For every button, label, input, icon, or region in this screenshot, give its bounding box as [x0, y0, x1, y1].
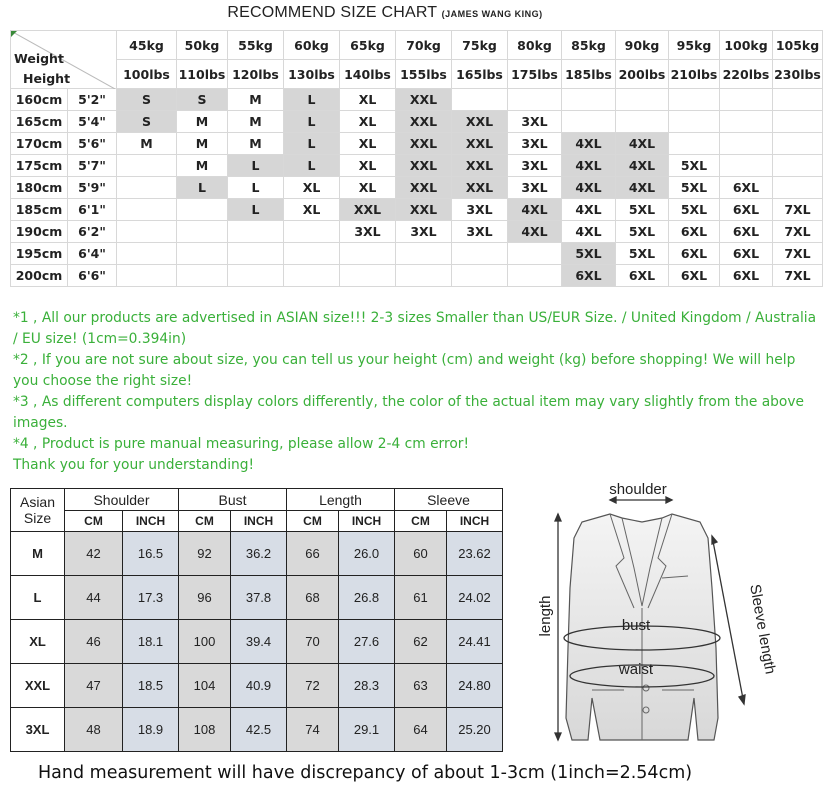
height-ft: 6'1" — [68, 199, 117, 221]
jacket-diagram — [512, 478, 780, 756]
measure-inch: 26.8 — [339, 576, 395, 620]
size-cell: 4XL — [616, 155, 669, 177]
size-cell: XXL — [396, 199, 452, 221]
size-cell: XXL — [452, 177, 508, 199]
measure-inch: 28.3 — [339, 664, 395, 708]
note-thanks: Thank you for your understanding! — [13, 457, 255, 473]
size-cell: XXL — [340, 199, 396, 221]
measure-inch: 23.62 — [447, 532, 503, 576]
weight-lbs-header: 220lbs — [720, 60, 773, 89]
weight-lbs-header: 185lbs — [562, 60, 616, 89]
size-cell: L — [228, 155, 284, 177]
measure-cm: 100 — [179, 620, 231, 664]
size-cell: M — [177, 111, 228, 133]
size-cell: 4XL — [562, 221, 616, 243]
size-row — [11, 155, 823, 177]
unit-inch: INCH — [339, 511, 395, 532]
size-cell: 6XL — [562, 265, 616, 287]
size-cell — [669, 89, 720, 111]
size-cell — [508, 243, 562, 265]
shoulder-header: Shoulder — [65, 489, 179, 511]
weight-kg-header: 70kg — [396, 31, 452, 60]
unit-inch: INCH — [123, 511, 179, 532]
size-cell — [720, 133, 773, 155]
weight-lbs-header: 120lbs — [228, 60, 284, 89]
asian-size: L — [11, 576, 65, 620]
size-cell: L — [177, 177, 228, 199]
measure-inch: 18.5 — [123, 664, 179, 708]
size-row — [11, 199, 823, 221]
size-cell — [396, 265, 452, 287]
asian-size: 3XL — [11, 708, 65, 752]
height-ft: 5'2" — [68, 89, 117, 111]
measure-inch: 26.0 — [339, 532, 395, 576]
measure-cm: 96 — [179, 576, 231, 620]
size-cell — [452, 243, 508, 265]
measure-inch: 24.02 — [447, 576, 503, 620]
size-cell: 3XL — [340, 221, 396, 243]
size-cell: XXL — [396, 89, 452, 111]
measure-cm: 48 — [65, 708, 123, 752]
size-cell: 7XL — [773, 221, 823, 243]
size-cell: XXL — [452, 111, 508, 133]
height-ft: 6'6" — [68, 265, 117, 287]
measure-cm: 44 — [65, 576, 123, 620]
size-cell: 3XL — [452, 199, 508, 221]
measure-cm: 72 — [287, 664, 339, 708]
size-cell: 3XL — [396, 221, 452, 243]
size-cell: XL — [284, 199, 340, 221]
size-cell: XXL — [452, 155, 508, 177]
size-cell: 3XL — [508, 111, 562, 133]
size-cell: L — [228, 177, 284, 199]
size-cell: XXL — [396, 177, 452, 199]
size-cell: M — [228, 133, 284, 155]
size-cell: 7XL — [773, 199, 823, 221]
measure-cm: 92 — [179, 532, 231, 576]
size-cell — [720, 155, 773, 177]
size-cell — [117, 243, 177, 265]
size-cell: 6XL — [616, 265, 669, 287]
measure-inch: 37.8 — [231, 576, 287, 620]
size-cell — [669, 133, 720, 155]
size-cell: XXL — [396, 111, 452, 133]
size-cell: 5XL — [616, 243, 669, 265]
size-cell: 5XL — [669, 177, 720, 199]
measurement-row — [11, 532, 503, 576]
title-main: RECOMMEND SIZE CHART — [227, 4, 437, 21]
measure-cm: 42 — [65, 532, 123, 576]
measure-cm: 108 — [179, 708, 231, 752]
size-cell: 4XL — [562, 199, 616, 221]
size-cell: 4XL — [562, 133, 616, 155]
measure-cm: 46 — [65, 620, 123, 664]
sleeve-header: Sleeve — [395, 489, 503, 511]
size-cell: XL — [340, 177, 396, 199]
size-cell: 4XL — [562, 177, 616, 199]
weight-lbs-header: 130lbs — [284, 60, 340, 89]
size-cell: 6XL — [720, 221, 773, 243]
size-cell — [228, 221, 284, 243]
size-cell: L — [284, 89, 340, 111]
size-cell: 6XL — [720, 243, 773, 265]
measure-cm: 62 — [395, 620, 447, 664]
weight-kg-header: 45kg — [117, 31, 177, 60]
size-row — [11, 221, 823, 243]
unit-inch: INCH — [231, 511, 287, 532]
size-cell — [177, 221, 228, 243]
size-cell: XXL — [452, 133, 508, 155]
weight-lbs-header: 100lbs — [117, 60, 177, 89]
size-cell: 5XL — [616, 221, 669, 243]
measure-cm: 68 — [287, 576, 339, 620]
weight-kg-header: 55kg — [228, 31, 284, 60]
size-cell: 6XL — [720, 265, 773, 287]
height-cm: 170cm — [11, 133, 68, 155]
size-cell: 6XL — [720, 199, 773, 221]
size-row — [11, 133, 823, 155]
size-cell: 6XL — [669, 243, 720, 265]
size-cell — [284, 243, 340, 265]
title-brand: (JAMES WANG KING) — [441, 9, 543, 19]
size-row — [11, 265, 823, 287]
size-cell — [508, 265, 562, 287]
size-cell: M — [228, 89, 284, 111]
asian-size: M — [11, 532, 65, 576]
size-cell: 4XL — [616, 133, 669, 155]
bust-header: Bust — [179, 489, 287, 511]
measure-cm: 64 — [395, 708, 447, 752]
measurement-row — [11, 620, 503, 664]
size-cell — [177, 243, 228, 265]
height-ft: 5'9" — [68, 177, 117, 199]
weight-lbs-header: 230lbs — [773, 60, 823, 89]
unit-cm: CM — [65, 511, 123, 532]
shoulder-label: shoulder — [609, 481, 667, 498]
size-cell: S — [117, 89, 177, 111]
size-cell — [773, 111, 823, 133]
size-cell: XXL — [396, 155, 452, 177]
size-cell: M — [117, 133, 177, 155]
length-arrow-bottom-head — [555, 733, 561, 740]
size-cell: 3XL — [452, 221, 508, 243]
weight-lbs-header: 155lbs — [396, 60, 452, 89]
weight-kg-header: 95kg — [669, 31, 720, 60]
measure-inch: 36.2 — [231, 532, 287, 576]
size-cell — [340, 243, 396, 265]
measure-inch: 17.3 — [123, 576, 179, 620]
unit-cm: CM — [287, 511, 339, 532]
weight-kg-header: 100kg — [720, 31, 773, 60]
weight-kg-header: 75kg — [452, 31, 508, 60]
size-cell: 3XL — [508, 177, 562, 199]
size-cell — [117, 155, 177, 177]
sleeve-length-label: Sleeve length — [746, 582, 779, 676]
weight-lbs-header: 165lbs — [452, 60, 508, 89]
size-cell — [117, 177, 177, 199]
measure-inch: 27.6 — [339, 620, 395, 664]
size-cell — [228, 243, 284, 265]
length-header: Length — [287, 489, 395, 511]
unit-cm: CM — [179, 511, 231, 532]
size-cell: XL — [340, 155, 396, 177]
measure-cm: 66 — [287, 532, 339, 576]
height-cm: 200cm — [11, 265, 68, 287]
height-ft: 5'4" — [68, 111, 117, 133]
size-cell — [340, 265, 396, 287]
size-cell: S — [177, 89, 228, 111]
size-cell: L — [284, 133, 340, 155]
measurement-row — [11, 708, 503, 752]
unit-inch: INCH — [447, 511, 503, 532]
measure-cm: 63 — [395, 664, 447, 708]
asian-size-header — [11, 489, 65, 532]
size-cell: 5XL — [669, 155, 720, 177]
size-cell: M — [177, 133, 228, 155]
note-3: *3 , As different computers display colors differently, the color of the actual item may vary slightly from the above images. — [13, 394, 805, 431]
sleeve-arrow-top-head — [712, 536, 717, 544]
size-cell — [177, 265, 228, 287]
shoulder-arrow-right-head — [666, 497, 672, 503]
weight-kg-header: 50kg — [177, 31, 228, 60]
weight-kg-header: 60kg — [284, 31, 340, 60]
weight-label: Weight — [14, 51, 64, 66]
measure-inch: 24.41 — [447, 620, 503, 664]
height-ft: 6'2" — [68, 221, 117, 243]
size-cell: 3XL — [508, 155, 562, 177]
height-cm: 190cm — [11, 221, 68, 243]
measure-inch: 25.20 — [447, 708, 503, 752]
size-cell — [773, 133, 823, 155]
height-ft: 6'4" — [68, 243, 117, 265]
asian-size-line2: Size — [23, 510, 52, 526]
measure-cm: 74 — [287, 708, 339, 752]
size-cell — [452, 265, 508, 287]
measure-inch: 24.80 — [447, 664, 503, 708]
size-cell: L — [284, 111, 340, 133]
measure-inch: 42.5 — [231, 708, 287, 752]
size-cell: 5XL — [616, 199, 669, 221]
weight-kg-header: 90kg — [616, 31, 669, 60]
waist-label: waist — [618, 661, 654, 678]
size-cell — [228, 265, 284, 287]
bust-label: bust — [621, 617, 651, 634]
size-cell — [284, 265, 340, 287]
height-label: Height — [23, 71, 71, 86]
asian-size: XXL — [11, 664, 65, 708]
measure-cm: 104 — [179, 664, 231, 708]
size-cell: 3XL — [508, 133, 562, 155]
weight-kg-header: 80kg — [508, 31, 562, 60]
size-cell: S — [117, 111, 177, 133]
length-label: length — [537, 595, 554, 637]
size-cell — [773, 155, 823, 177]
measurement-row — [11, 664, 503, 708]
size-cell — [720, 89, 773, 111]
measure-cm: 47 — [65, 664, 123, 708]
notes-section — [13, 308, 818, 476]
footer-note: Hand measurement will have discrepancy of about 1-3cm (1inch=2.54cm) — [38, 763, 693, 783]
table-corner-header — [11, 31, 117, 89]
measure-cm: 61 — [395, 576, 447, 620]
weight-kg-header: 85kg — [562, 31, 616, 60]
height-cm: 165cm — [11, 111, 68, 133]
size-cell: M — [177, 155, 228, 177]
height-cm: 185cm — [11, 199, 68, 221]
size-cell — [284, 221, 340, 243]
size-cell — [562, 89, 616, 111]
weight-lbs-header: 175lbs — [508, 60, 562, 89]
measure-inch: 16.5 — [123, 532, 179, 576]
size-cell: 4XL — [508, 199, 562, 221]
size-cell — [117, 265, 177, 287]
size-cell — [396, 243, 452, 265]
asian-size-line1: Asian — [19, 494, 56, 510]
size-cell: 7XL — [773, 243, 823, 265]
height-ft: 5'6" — [68, 133, 117, 155]
recommend-size-table — [10, 30, 823, 287]
measure-inch: 29.1 — [339, 708, 395, 752]
weight-kg-header: 65kg — [340, 31, 396, 60]
height-cm: 180cm — [11, 177, 68, 199]
size-cell — [508, 89, 562, 111]
weight-kg-header: 105kg — [773, 31, 823, 60]
height-cm: 160cm — [11, 89, 68, 111]
size-cell: XXL — [396, 133, 452, 155]
height-ft: 5'7" — [68, 155, 117, 177]
note-4: *4 , Product is pure manual measuring, please allow 2-4 cm error! — [13, 436, 469, 452]
measure-inch: 40.9 — [231, 664, 287, 708]
height-cm: 175cm — [11, 155, 68, 177]
size-cell: 6XL — [669, 221, 720, 243]
size-cell: 7XL — [773, 265, 823, 287]
size-cell: 6XL — [720, 177, 773, 199]
size-cell: 4XL — [562, 155, 616, 177]
size-cell: XL — [284, 177, 340, 199]
size-row — [11, 177, 823, 199]
size-cell — [562, 111, 616, 133]
size-cell — [452, 89, 508, 111]
size-row — [11, 89, 823, 111]
size-cell: 4XL — [616, 177, 669, 199]
weight-lbs-header: 110lbs — [177, 60, 228, 89]
sleeve-arrow-bottom-head — [739, 695, 745, 704]
size-cell: XL — [340, 133, 396, 155]
measure-inch: 39.4 — [231, 620, 287, 664]
chart-title — [0, 4, 770, 22]
unit-cm: CM — [395, 511, 447, 532]
size-cell — [117, 199, 177, 221]
size-cell — [616, 111, 669, 133]
measurement-table — [10, 488, 503, 752]
size-cell: 4XL — [508, 221, 562, 243]
weight-lbs-header: 210lbs — [669, 60, 720, 89]
asian-size: XL — [11, 620, 65, 664]
size-row — [11, 111, 823, 133]
size-cell: 6XL — [669, 265, 720, 287]
weight-lbs-header: 140lbs — [340, 60, 396, 89]
measurement-row — [11, 576, 503, 620]
note-2: *2 , If you are not sure about size, you can tell us your height (cm) and weight (kg) before shopping! We will help you choose the right size! — [13, 352, 796, 389]
size-cell — [177, 199, 228, 221]
size-cell: XL — [340, 89, 396, 111]
measure-cm: 70 — [287, 620, 339, 664]
size-cell: 5XL — [562, 243, 616, 265]
size-cell: L — [284, 155, 340, 177]
measure-inch: 18.1 — [123, 620, 179, 664]
note-1: *1 , All our products are advertised in ASIAN size!!! 2-3 sizes Smaller than US/EUR Size. / United Kingdom / Australia / EU size! (1cm=0.394in) — [13, 310, 817, 347]
length-arrow-top-head — [555, 514, 561, 521]
size-cell — [720, 111, 773, 133]
size-cell: 5XL — [669, 199, 720, 221]
size-cell: L — [228, 199, 284, 221]
size-row — [11, 243, 823, 265]
weight-lbs-header: 200lbs — [616, 60, 669, 89]
size-cell — [773, 177, 823, 199]
size-cell: XL — [340, 111, 396, 133]
size-cell — [616, 89, 669, 111]
height-cm: 195cm — [11, 243, 68, 265]
measure-cm: 60 — [395, 532, 447, 576]
size-cell — [669, 111, 720, 133]
size-cell: M — [228, 111, 284, 133]
size-cell — [773, 89, 823, 111]
measure-inch: 18.9 — [123, 708, 179, 752]
size-cell — [117, 221, 177, 243]
